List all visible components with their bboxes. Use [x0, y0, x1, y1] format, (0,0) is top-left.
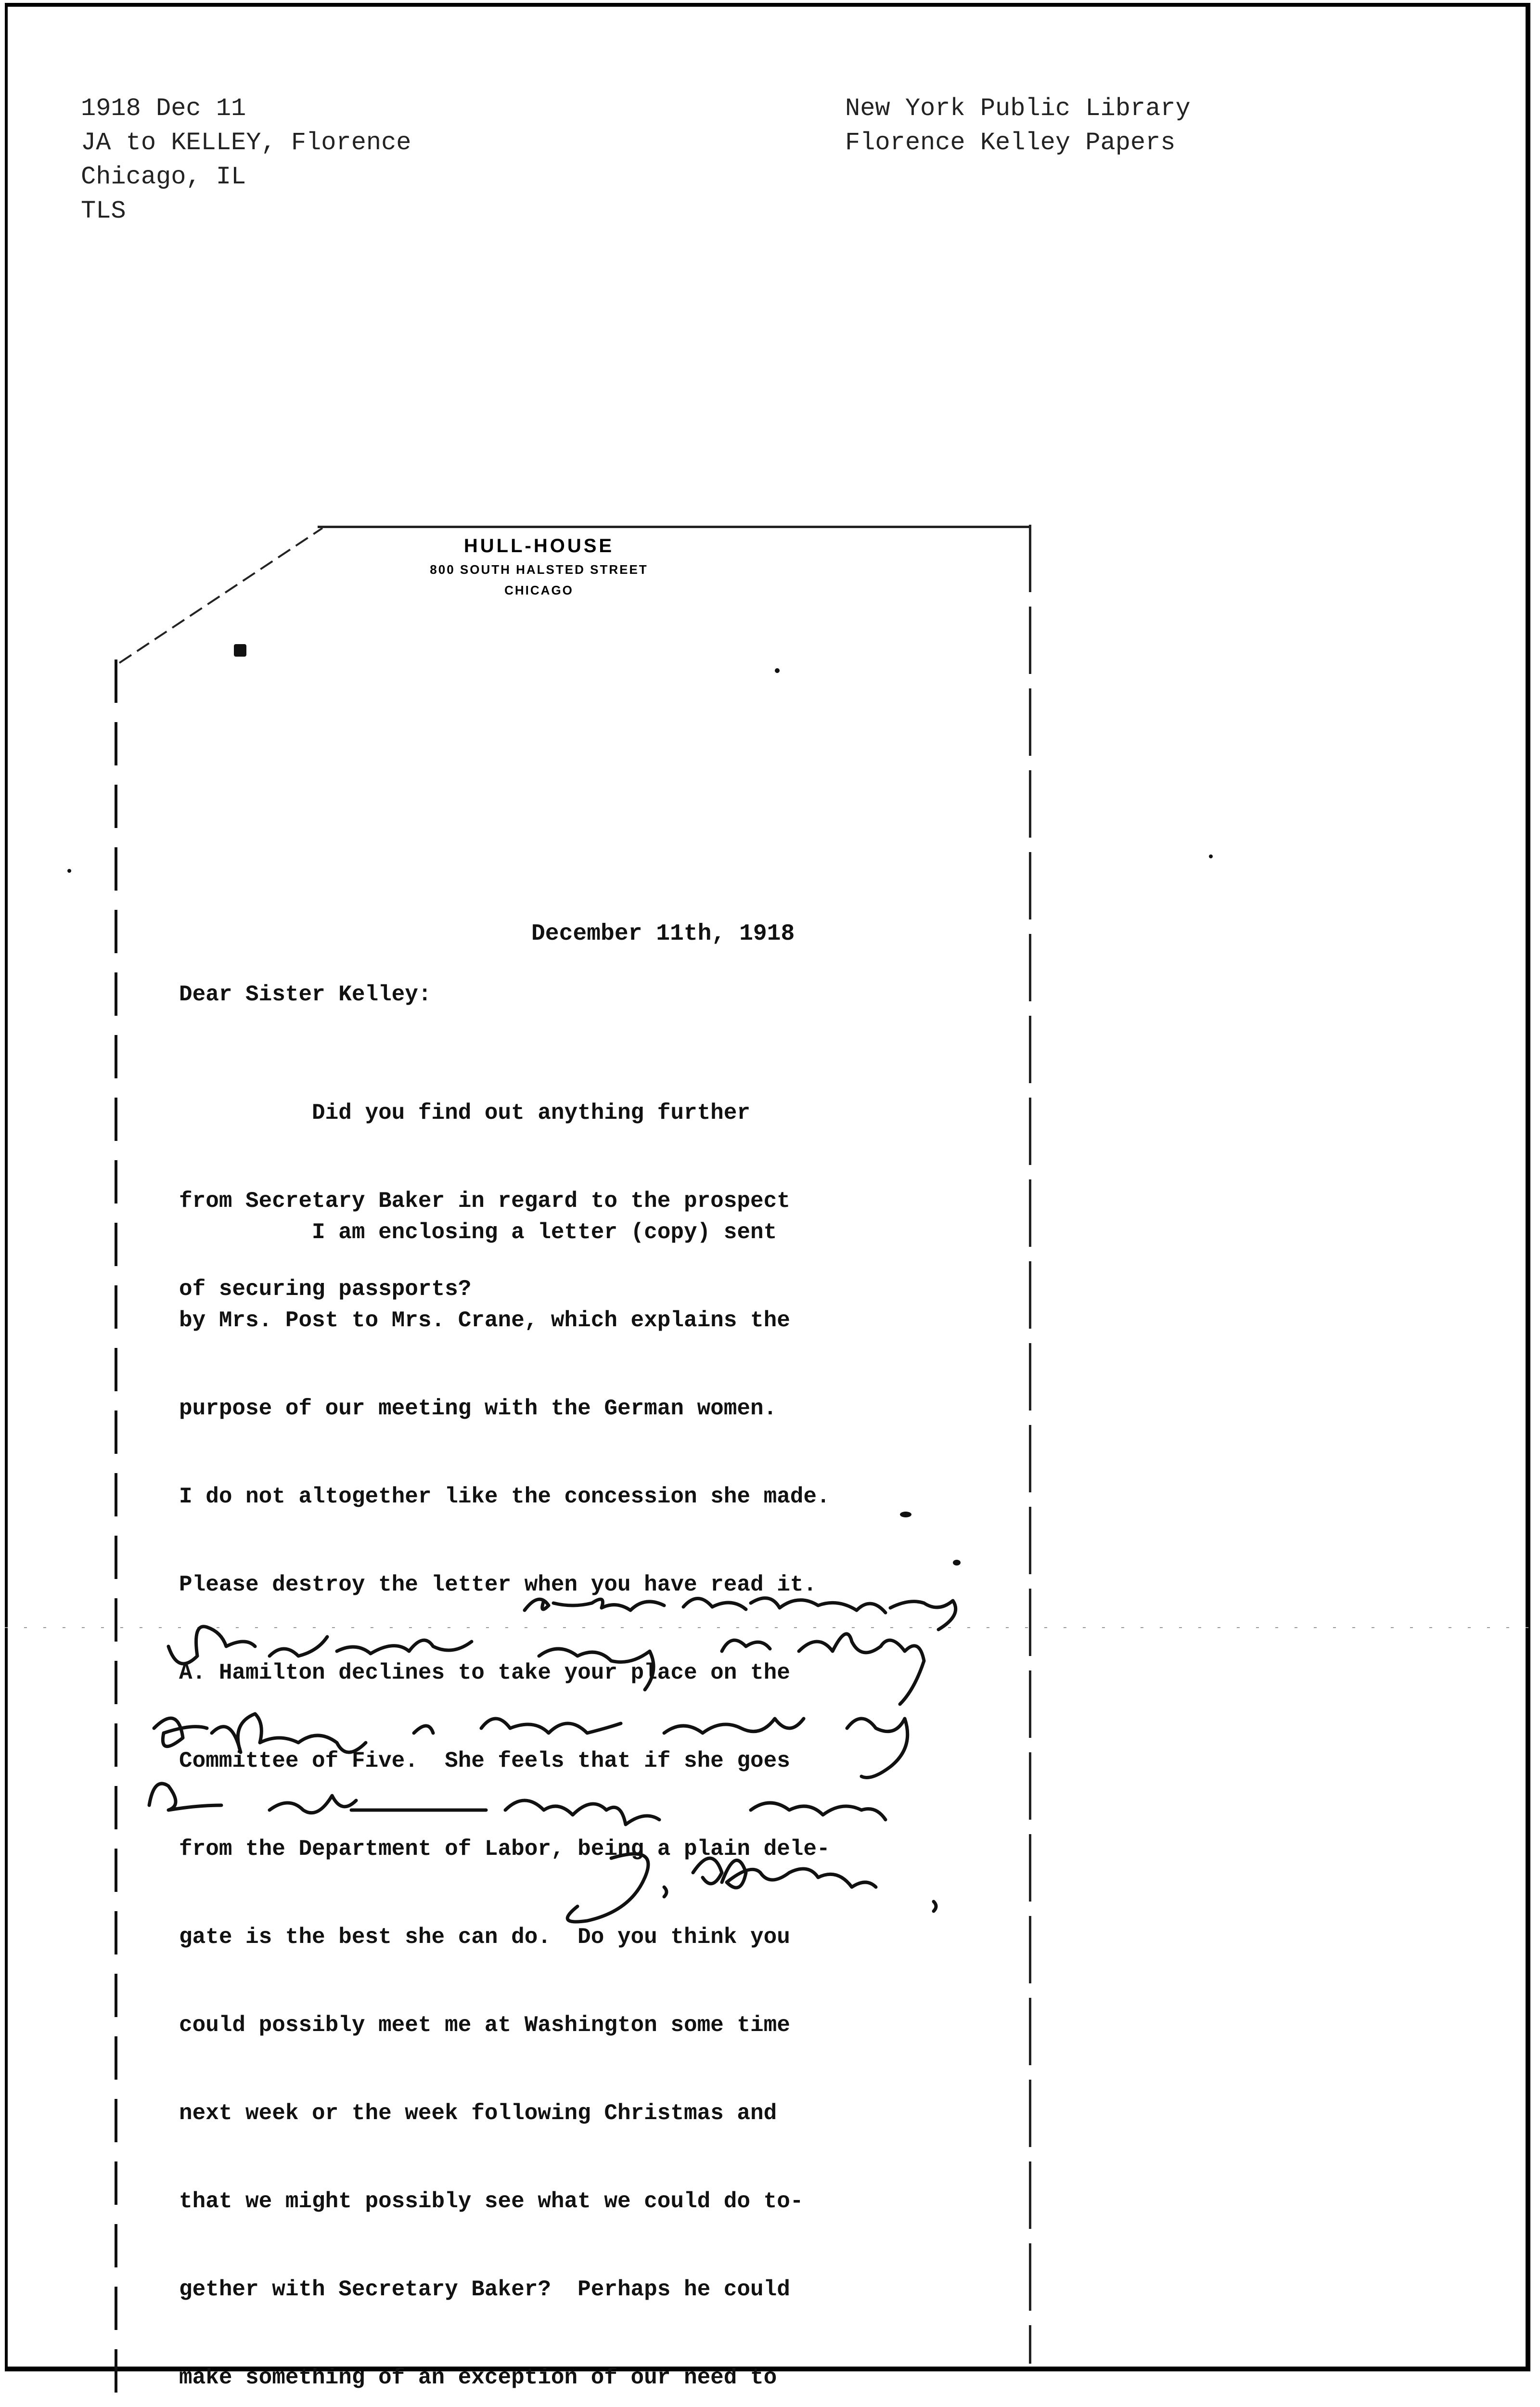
paragraph-line: next week or the week following Christmas and: [179, 2101, 777, 2126]
letter-paragraph-2: [179, 1159, 830, 2407]
letter-date: December 11th, 1918: [531, 921, 795, 947]
paragraph-line: A. Hamilton declines to take your place on the: [179, 1660, 790, 1685]
paragraph-line: Please destroy the letter when you have read it.: [179, 1572, 817, 1597]
paper-top-edge: [318, 526, 1030, 528]
paragraph-line: I do not altogether like the concession she made.: [179, 1484, 830, 1509]
letterhead-street: 800 SOUTH HALSTED STREET: [430, 562, 648, 577]
scan-speck: [67, 869, 71, 873]
letter-salutation: Dear Sister Kelley:: [179, 982, 432, 1007]
source-collection: Florence Kelley Papers: [845, 129, 1176, 157]
paragraph-line: gether with Secretary Baker? Perhaps he could: [179, 2277, 790, 2302]
scan-speck: [234, 644, 246, 657]
letterhead-name: HULL-HOUSE: [463, 535, 615, 556]
paragraph-line: from Secretary Baker in regard to the prospect: [179, 1189, 790, 1214]
paper-left-edge: [115, 660, 117, 2393]
paper-corner-fold: [116, 526, 327, 665]
source-repository: New York Public Library: [845, 94, 1191, 123]
paragraph-line: I am enclosing a letter (copy) sent: [179, 1220, 777, 1245]
scan-speck: [1209, 854, 1213, 858]
paragraph-line: gate is the best she can do. Do you think you: [179, 1925, 790, 1950]
paragraph-line: of securing passports?: [179, 1277, 472, 1302]
scan-speck: [900, 1512, 911, 1517]
letterhead-city: CHICAGO: [504, 583, 574, 597]
archive-citation: [81, 91, 411, 228]
scan-speck: [775, 668, 780, 673]
paragraph-line: Committee of Five. She feels that if she goes: [179, 1748, 790, 1773]
paragraph-line: Did you find out anything further: [179, 1100, 750, 1126]
letterhead: [366, 533, 712, 600]
paragraph-line: from the Department of Labor, being a plain dele-: [179, 1837, 830, 1862]
citation-place: Chicago, IL: [81, 163, 246, 191]
paragraph-line: could possibly meet me at Washington some time: [179, 2013, 790, 2038]
paragraph-line: that we might possibly see what we could do to-: [179, 2189, 804, 2214]
paragraph-line: by Mrs. Post to Mrs. Crane, which explains the: [179, 1308, 790, 1333]
citation-type: TLS: [81, 197, 126, 225]
paper-right-edge: [1029, 525, 1031, 2364]
citation-date: 1918 Dec 11: [81, 94, 246, 123]
citation-correspondents: JA to KELLEY, Florence: [81, 129, 411, 157]
scan-speck: [953, 1560, 961, 1566]
paragraph-line: purpose of our meeting with the German women.: [179, 1396, 777, 1421]
paragraph-line: make something of an exception of our need to: [179, 2365, 777, 2390]
archive-source: [845, 91, 1191, 160]
